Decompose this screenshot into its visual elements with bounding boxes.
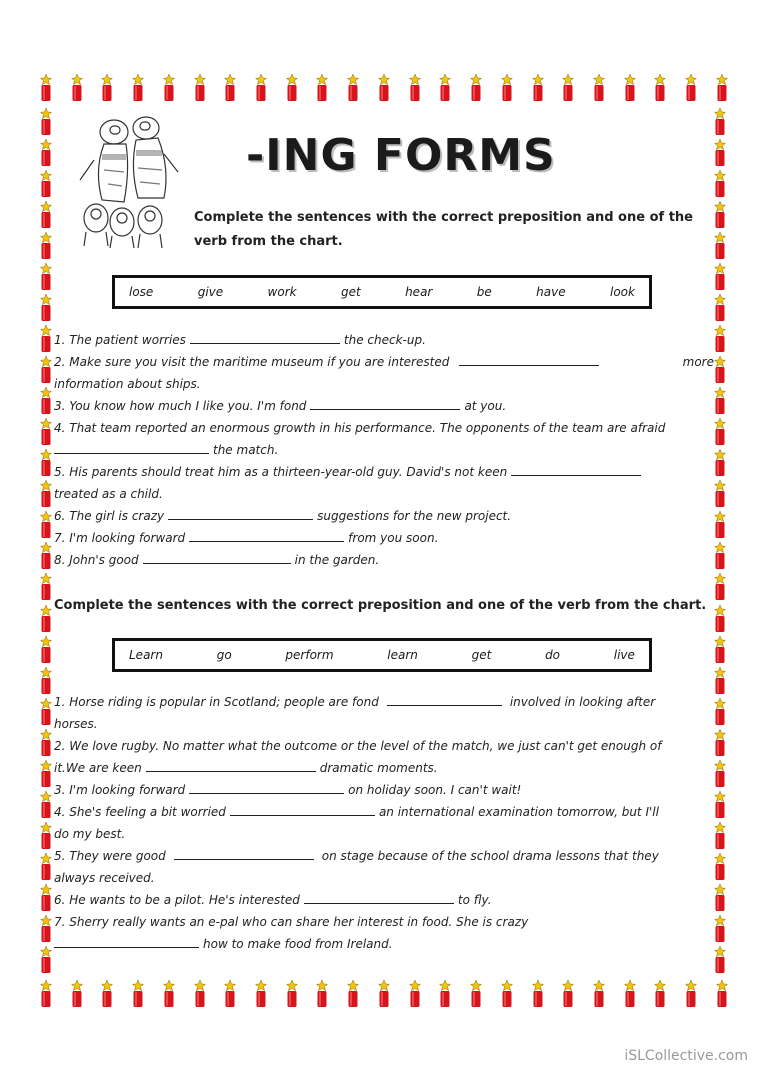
firecracker-icon [38,418,54,446]
sentence: 6. The girl is crazy suggestions for the new project. [54,509,512,523]
firecracker-icon [38,294,54,322]
firecracker-icon [407,74,423,102]
firecracker-icon [712,573,728,601]
sentence: 2. Make sure you visit the maritime museum if you are interested more [54,355,714,369]
answer-blank[interactable] [168,507,313,520]
instruction-2: Complete the sentences with the correct preposition and one of the verb from the chart. [54,598,707,613]
answer-blank[interactable] [143,551,291,564]
verb-chart-1 [112,275,652,309]
firecracker-icon [38,760,54,788]
firecracker-icon [437,74,453,102]
firecracker-icon [314,980,330,1008]
sentence-continuation: information about ships. [54,377,201,391]
firecracker-icon [38,980,54,1008]
sentence-continuation: always received. [54,871,155,885]
verb-word: do [545,648,561,662]
firecracker-icon [712,449,728,477]
firecracker-icon [69,980,85,1008]
firecracker-icon [38,480,54,508]
firecracker-icon [712,822,728,850]
firecracker-icon [38,511,54,539]
answer-blank[interactable] [54,441,209,454]
firecracker-icon [712,915,728,943]
firecracker-icon [712,729,728,757]
sentence: 7. I'm looking forward from you soon. [54,531,439,545]
sentence: 6. He wants to be a pilot. He's interested to fly. [54,893,492,907]
sentence: 2. We love rugby. No matter what the outcome or the level of the match, we just can't get enough of [54,739,662,753]
sentence: 1. Horse riding is popular in Scotland; people are fond involved in looking after [54,695,656,709]
firecracker-icon [38,356,54,384]
verb-word: hear [405,285,433,299]
answer-blank[interactable] [190,331,340,344]
sentences-section-2 [54,691,714,955]
firecracker-icon [499,980,515,1008]
sentence: 8. John's good in the garden. [54,553,380,567]
answer-blank[interactable] [511,463,641,476]
firecracker-icon [345,980,361,1008]
answer-blank[interactable] [146,759,316,772]
firecracker-icon [560,74,576,102]
firecracker-icon [38,449,54,477]
firecracker-icon [714,74,730,102]
verb-word: look [609,285,635,299]
firecracker-icon [130,980,146,1008]
firecracker-icon [591,980,607,1008]
instruction-1: Complete the sentences with the correct preposition and one of the verb from the chart. [194,210,693,249]
firecracker-icon [530,980,546,1008]
answer-blank[interactable] [310,397,460,410]
firecracker-icon [38,108,54,136]
firecracker-icon [314,74,330,102]
firecracker-icon [222,980,238,1008]
firecracker-icon [652,74,668,102]
sentence-continuation: horses. [54,717,98,731]
minions-illustration [74,110,184,250]
firecracker-icon [712,139,728,167]
page-title: -ING FORMS [246,130,556,181]
firecracker-icon [284,74,300,102]
firecracker-icon [683,74,699,102]
firecracker-icon [407,980,423,1008]
firecracker-icon [38,325,54,353]
verb-word: live [613,648,635,662]
answer-blank[interactable] [459,353,599,366]
firecracker-icon [712,325,728,353]
verb-word: give [197,285,224,299]
firecracker-icon [161,980,177,1008]
firecracker-icon [712,605,728,633]
sentence: 3. I'm looking forward on holiday soon. I can't wait! [54,783,522,797]
firecracker-icon [192,980,208,1008]
firecracker-icon [38,667,54,695]
firecracker-icon [652,980,668,1008]
sentence: 1. The patient worries the check-up. [54,333,426,347]
firecracker-icon [253,980,269,1008]
firecracker-icon [345,74,361,102]
verb-word: get [340,285,361,299]
firecracker-icon [712,853,728,881]
verb-word: have [536,285,566,299]
firecracker-icon [38,170,54,198]
firecracker-icon [712,946,728,974]
firecracker-icon [468,74,484,102]
firecracker-icon [222,74,238,102]
verb-word: Learn [129,648,163,662]
sentence-continuation: treated as a child. [54,487,163,501]
border-left [38,108,54,974]
verb-word: perform [285,648,334,662]
verb-word: be [476,285,492,299]
sentence: 7. Sherry really wants an e-pal who can share her interest in food. She is crazy [54,915,529,929]
firecracker-icon [712,511,728,539]
firecracker-icon [284,980,300,1008]
sentence: 4. She's feeling a bit worried an international examination tomorrow, but I'll [54,805,659,819]
firecracker-icon [591,74,607,102]
firecracker-icon [376,74,392,102]
firecracker-icon [38,853,54,881]
answer-blank[interactable] [54,935,199,948]
firecracker-icon [38,387,54,415]
sentence-continuation: it.We are keen dramatic moments. [54,761,438,775]
firecracker-icon [712,542,728,570]
sentence-continuation: the match. [54,439,714,461]
firecracker-icon [161,74,177,102]
firecracker-icon [38,822,54,850]
firecracker-icon [712,170,728,198]
sentences-section-1 [54,329,714,571]
answer-blank[interactable] [189,781,344,794]
firecracker-icon [38,946,54,974]
firecracker-icon [99,980,115,1008]
firecracker-icon [376,980,392,1008]
firecracker-icon [499,74,515,102]
firecracker-icon [712,387,728,415]
firecracker-icon [560,980,576,1008]
firecracker-icon [712,791,728,819]
firecracker-icon [712,884,728,912]
sentence-continuation: do my best. [54,827,126,841]
firecracker-icon [712,418,728,446]
verb-word: learn [387,648,418,662]
firecracker-icon [38,698,54,726]
firecracker-icon [99,74,115,102]
border-bottom [38,980,730,1008]
border-right [712,108,728,974]
answer-blank[interactable] [387,693,502,706]
firecracker-icon [712,108,728,136]
firecracker-icon [38,729,54,757]
firecracker-icon [38,605,54,633]
sentence: 3. You know how much I like you. I'm fond at you. [54,399,507,413]
firecracker-icon [38,573,54,601]
sentence: 5. They were good on stage because of the school drama lessons that they [54,849,659,863]
firecracker-icon [712,263,728,291]
firecracker-icon [712,201,728,229]
border-top [38,74,730,102]
firecracker-icon [712,760,728,788]
firecracker-icon [683,980,699,1008]
sentence: 4. That team reported an enormous growth in his performance. The opponents of the team are afraid [54,421,666,435]
firecracker-icon [714,980,730,1008]
firecracker-icon [437,980,453,1008]
firecracker-icon [38,791,54,819]
verb-chart-2 [112,638,652,672]
firecracker-icon [712,480,728,508]
firecracker-icon [38,542,54,570]
firecracker-icon [253,74,269,102]
answer-blank[interactable] [304,891,454,904]
firecracker-icon [69,74,85,102]
verb-word: go [216,648,232,662]
firecracker-icon [712,667,728,695]
watermark: iSLCollective.com [624,1048,748,1064]
sentence-continuation: how to make food from Ireland. [54,933,714,955]
sentence: 5. His parents should treat him as a thirteen-year-old guy. David's not keen [54,461,714,483]
firecracker-icon [712,232,728,260]
firecracker-icon [38,232,54,260]
firecracker-icon [530,74,546,102]
firecracker-icon [38,884,54,912]
firecracker-icon [712,294,728,322]
answer-blank[interactable] [189,529,344,542]
firecracker-icon [130,74,146,102]
firecracker-icon [38,74,54,102]
firecracker-icon [38,636,54,664]
firecracker-icon [38,263,54,291]
firecracker-icon [622,980,638,1008]
verb-word: lose [129,285,154,299]
firecracker-icon [38,139,54,167]
answer-blank[interactable] [230,803,375,816]
firecracker-icon [712,356,728,384]
verb-word: get [471,648,492,662]
answer-blank[interactable] [174,847,314,860]
verb-word: work [267,285,297,299]
firecracker-icon [468,980,484,1008]
firecracker-icon [712,636,728,664]
firecracker-icon [38,201,54,229]
firecracker-icon [38,915,54,943]
firecracker-icon [192,74,208,102]
firecracker-icon [712,698,728,726]
firecracker-icon [622,74,638,102]
